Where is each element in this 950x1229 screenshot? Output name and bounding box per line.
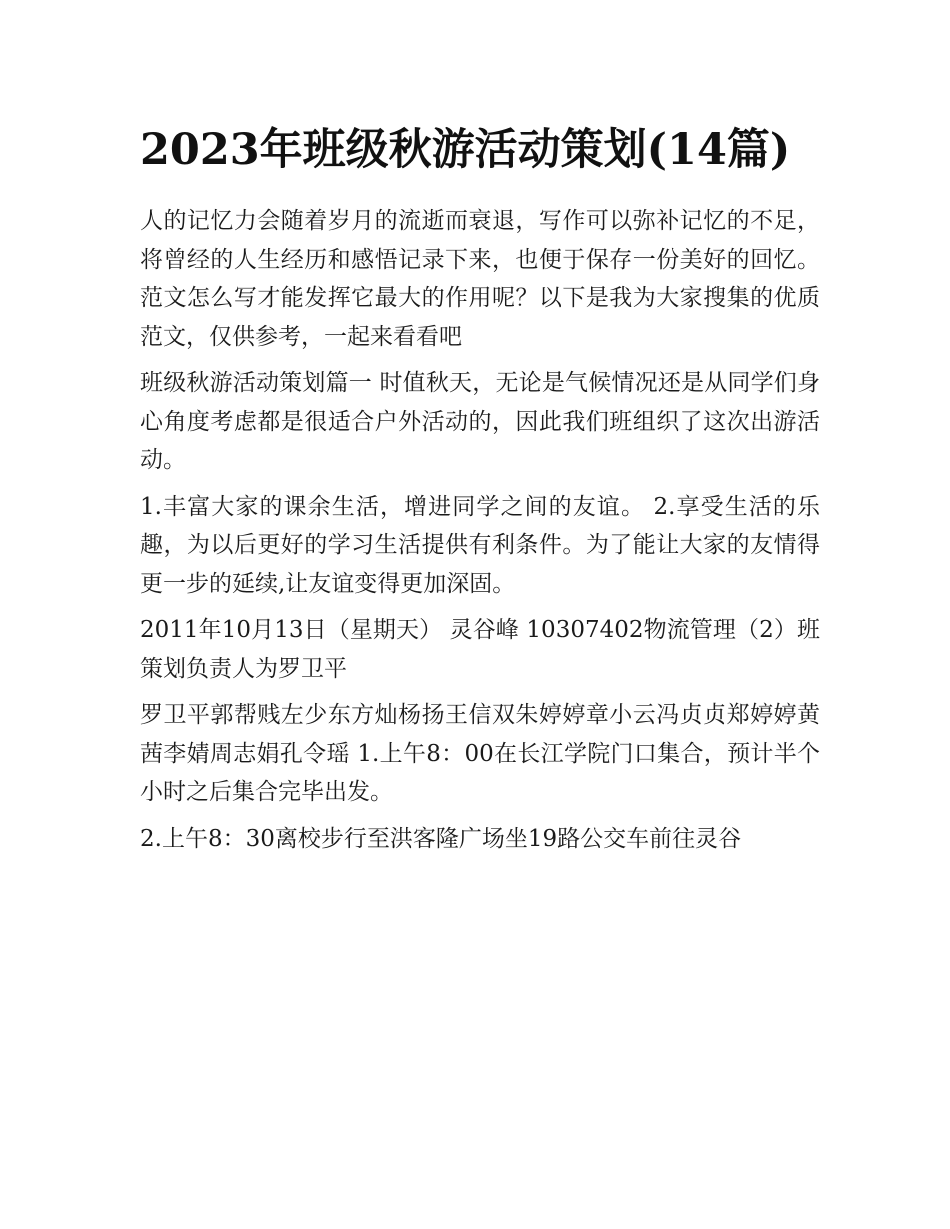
document-content	[140, 112, 820, 858]
intro-paragraph: 人的记忆力会随着岁月的流逝而衰退，写作可以弥补记忆的不足，将曾经的人生经历和感悟记录下来，也便于保存一份美好的回忆。范文怎么写才能发挥它最大的作用呢？以下是我为大家搜集的优质范文，仅供参考，一起来看看吧	[140, 208, 820, 350]
document-title: 2023年班级秋游活动策划(14篇)	[140, 125, 791, 175]
time-location-paragraph: 2011年10月13日（星期天） 灵谷峰 10307402物流管理（2）班 策划负责人为罗卫平	[140, 617, 820, 682]
schedule-paragraph: 2.上午8：30离校步行至洪客隆广场坐19路公交车前往灵谷	[140, 825, 742, 852]
participants-paragraph: 罗卫平郭帮贱左少东方灿杨扬王信双朱婷婷章小云冯贞贞郑婷婷黄茜李婧周志娟孔令瑶 1.上午8：00在长江学院门口集合，预计半个小时之后集合完毕出发。	[140, 702, 820, 805]
objectives-paragraph: 1.丰富大家的课余生活，增进同学之间的友谊。 2.享受生活的乐趣，为以后更好的学习生活提供有利条件。为了能让大家的友情得更一步的延续,让友谊变得更加深固。	[140, 493, 820, 597]
section-one-paragraph: 班级秋游活动策划篇一 时值秋天，无论是气候情况还是从同学们身心角度考虑都是很适合户外活动的，因此我们班组织了这次出游活动。	[140, 370, 820, 473]
